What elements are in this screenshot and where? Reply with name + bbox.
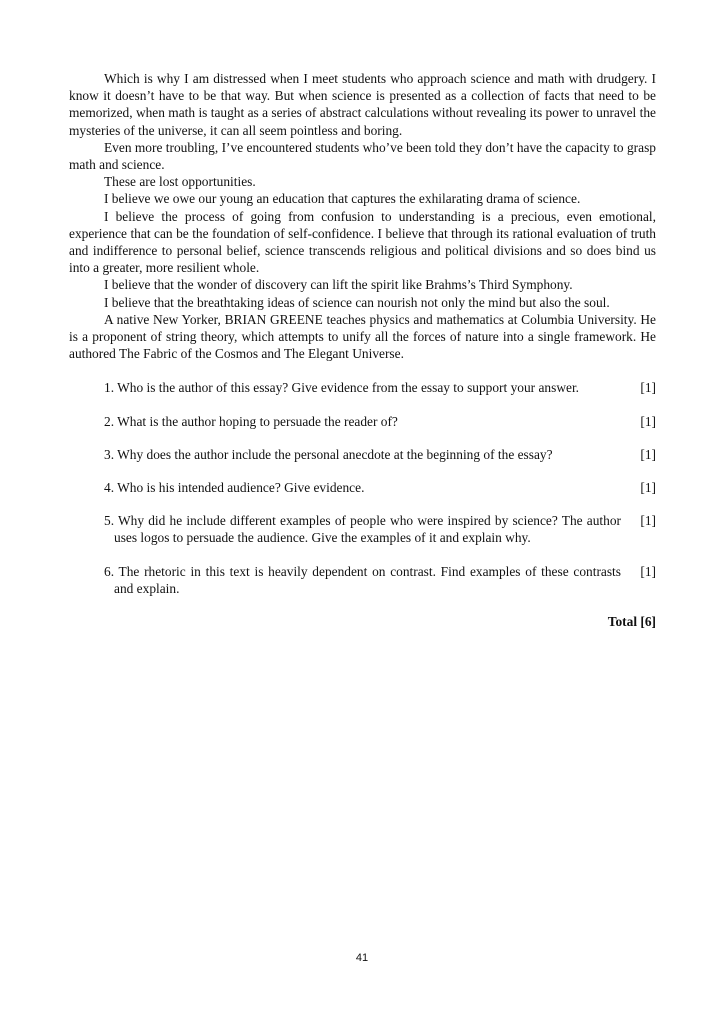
essay-paragraph-1: Which is why I am distressed when I meet students who approach science and math with drudgery. I know it doesn’t have to be that way. But when science is presented as a collection of facts that need to be memorized, when math is taught as a series of abstract calculations without revealing its power to unravel the mysteries of the universe, it can all seem pointless and boring.: [69, 71, 656, 138]
question-item-1: [104, 379, 656, 396]
question-mark: [1]: [640, 513, 656, 529]
essay-paragraph-2: Even more troubling, I’ve encountered students who’ve been told they don’t have the capacity to grasp math and science.: [69, 139, 656, 173]
question-text: 2. What is the author hoping to persuade the reader of?: [104, 413, 398, 429]
question-text: 6. The rhetoric in this text is heavily dependent on contrast. Find examples of these contrasts and explain.: [104, 563, 621, 596]
question-item-5: [104, 512, 656, 546]
question-text: 1. Who is the author of this essay? Give evidence from the essay to support your answer.: [104, 380, 580, 396]
total-marks: Total [6]: [607, 614, 656, 630]
question-mark: [1]: [640, 480, 656, 496]
essay-paragraph-5: I believe the process of going from confusion to understanding is a precious, even emotional, experience that can be the foundation of self-confidence. I believe that through its rational evaluation of truth and indifference to personal belief, science transcends religious and political divisions and so does bind us into a greater, more resilient whole.: [69, 208, 656, 276]
question-text: 5. Why did he include different examples of people who were inspired by science? The author uses logos to persuade the audience. Give the examples of it and explain why.: [104, 513, 621, 546]
question-item-6: [104, 563, 656, 597]
question-mark: [1]: [640, 446, 656, 462]
essay-paragraph-7: I believe that the breathtaking ideas of science can nourish not only the mind but also the soul.: [104, 294, 610, 310]
question-mark: [1]: [640, 380, 656, 396]
essay-paragraph-3: These are lost opportunities.: [104, 174, 256, 190]
essay-paragraph-6: I believe that the wonder of discovery can lift the spirit like Brahms’s Third Symphony.: [104, 277, 573, 293]
question-text: 4. Who is his intended audience? Give evidence.: [104, 480, 365, 496]
page-number: 41: [355, 952, 369, 964]
question-item-2: [104, 413, 656, 430]
essay-body: [69, 70, 656, 362]
document-page: [69, 70, 656, 630]
question-item-3: [104, 446, 656, 463]
author-bio-paragraph: A native New Yorker, BRIAN GREENE teaches physics and mathematics at Columbia University. He is a proponent of string theory, which attempts to unify all the forces of nature into a single framework. He authored The Fabric of the Cosmos and The Elegant Universe.: [69, 311, 656, 362]
question-text: 3. Why does the author include the personal anecdote at the beginning of the essay?: [104, 446, 553, 462]
question-item-4: [104, 479, 656, 496]
question-mark: [1]: [640, 413, 656, 429]
essay-paragraph-4: I believe we owe our young an education that captures the exhilarating drama of science.: [104, 191, 581, 207]
question-list: [69, 379, 656, 597]
question-mark: [1]: [640, 563, 656, 579]
